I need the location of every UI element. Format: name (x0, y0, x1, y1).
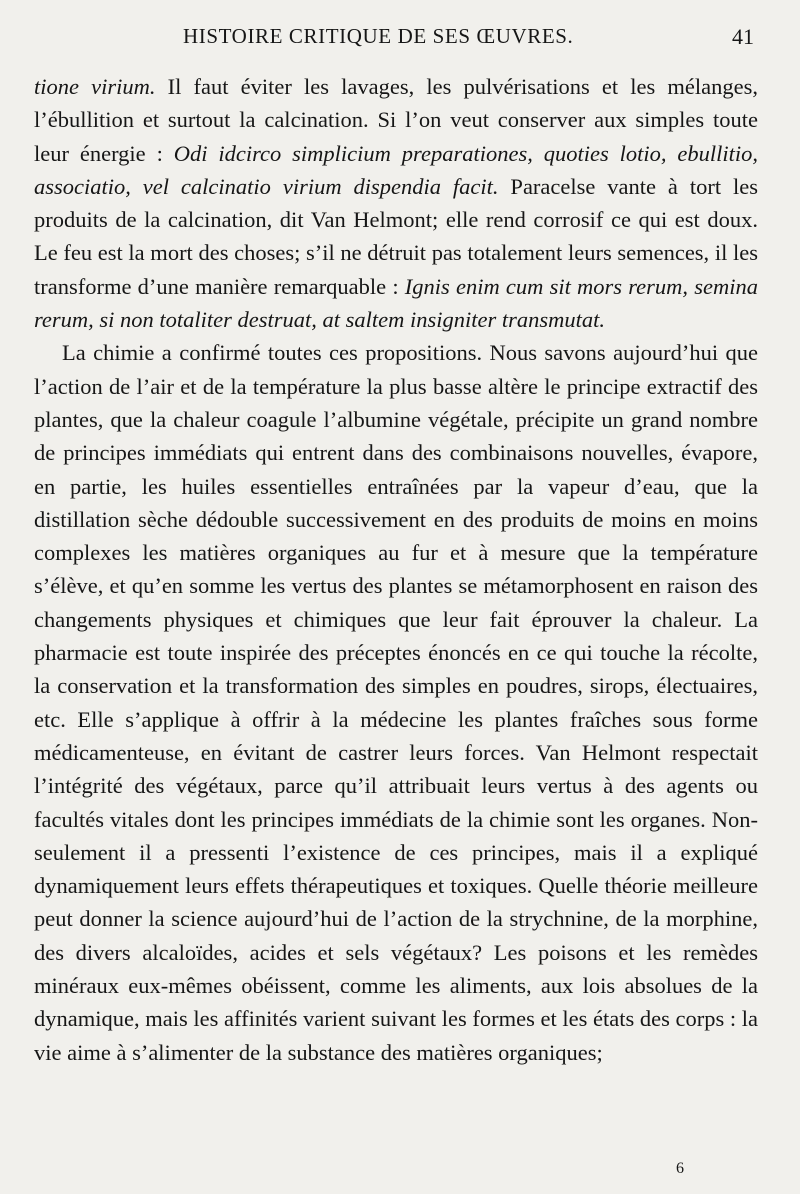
body-text (34, 70, 758, 1069)
latin-quote: Odi idcirco simplicium preparationes, quoties lotio, ebullitio, associatio, vel calcinatio virium dispendia facit. (34, 140, 759, 199)
latin-fragment: tione virium. (34, 74, 156, 99)
page-number: 41 (732, 24, 754, 49)
paragraph-text: Paracelse vante à tort les produits de la calcination, dit Van Helmont; elle rend corrosif ce qui est doux. Le feu est la mort des choses; s’il ne détruit pas totalement leurs semences, il les transforme d’une manière remarquable : (34, 173, 758, 299)
page-header (0, 24, 800, 58)
running-title: HISTOIRE CRITIQUE DE SES ŒUVRES. (183, 24, 574, 48)
paragraph-text: Il faut éviter les lavages, les pulvérisations et les mélanges, l’ébullition et surtout la calcination. Si l’on veut conserver aux simples toute leur énergie : (34, 74, 758, 166)
signature-mark: 6 (676, 1160, 684, 1177)
paragraph-2: La chimie a confirmé toutes ces propositions. Nous savons aujourd’hui que l’action de l’air et de la température la plus basse altère le principe extractif des plantes, que la chaleur coagule l’albumine végétale, précipite un grand nombre de principes immédiats qui entrent dans des combinaisons nouvelles, évapore, en partie, les huiles essentielles entraînées par la vapeur d’eau, que la distillation sèche dédouble successivement en des produits de moins en moins complexes les matières organiques au fur et à mesure que la température s’élève, et qu’en somme les vertus des plantes se métamorphosent en raison des changements physiques et chimiques que leur fait éprouver la chaleur. La pharmacie est toute inspirée des préceptes énoncés en ce qui touche la récolte, la conservation et la transformation des simples en poudres, sirops, électuaires, etc. Elle s’applique à offrir à la médecine les plantes fraîches sous forme médicamenteuse, en évitant de castrer leurs forces. Van Helmont respectait l’intégrité des végétaux, parce qu’il attribuait leurs vertus à des agents ou facultés vitales dont les principes immédiats de la chimie sont les organes. Non-seulement il a pressenti l’existence de ces principes, mais il a expliqué dynamiquement leurs effets thérapeutiques et toxiques. Quelle théorie meilleure peut donner la science aujourd’hui de l’action de la strychnine, de la morphine, des divers alcaloïdes, acides et sels végétaux? Les poisons et les remèdes minéraux eux-mêmes obéissent, comme les aliments, aux lois absolues de la dynamique, mais les affinités varient suivant les formes et les états des corps : la vie aime à s’alimenter de la substance des matières organiques; (34, 340, 758, 1065)
paragraph-1 (34, 70, 758, 336)
latin-quote: Ignis enim cum sit mors rerum, semina rerum, si non totaliter destruat, at saltem insigniter transmutat. (34, 273, 758, 333)
